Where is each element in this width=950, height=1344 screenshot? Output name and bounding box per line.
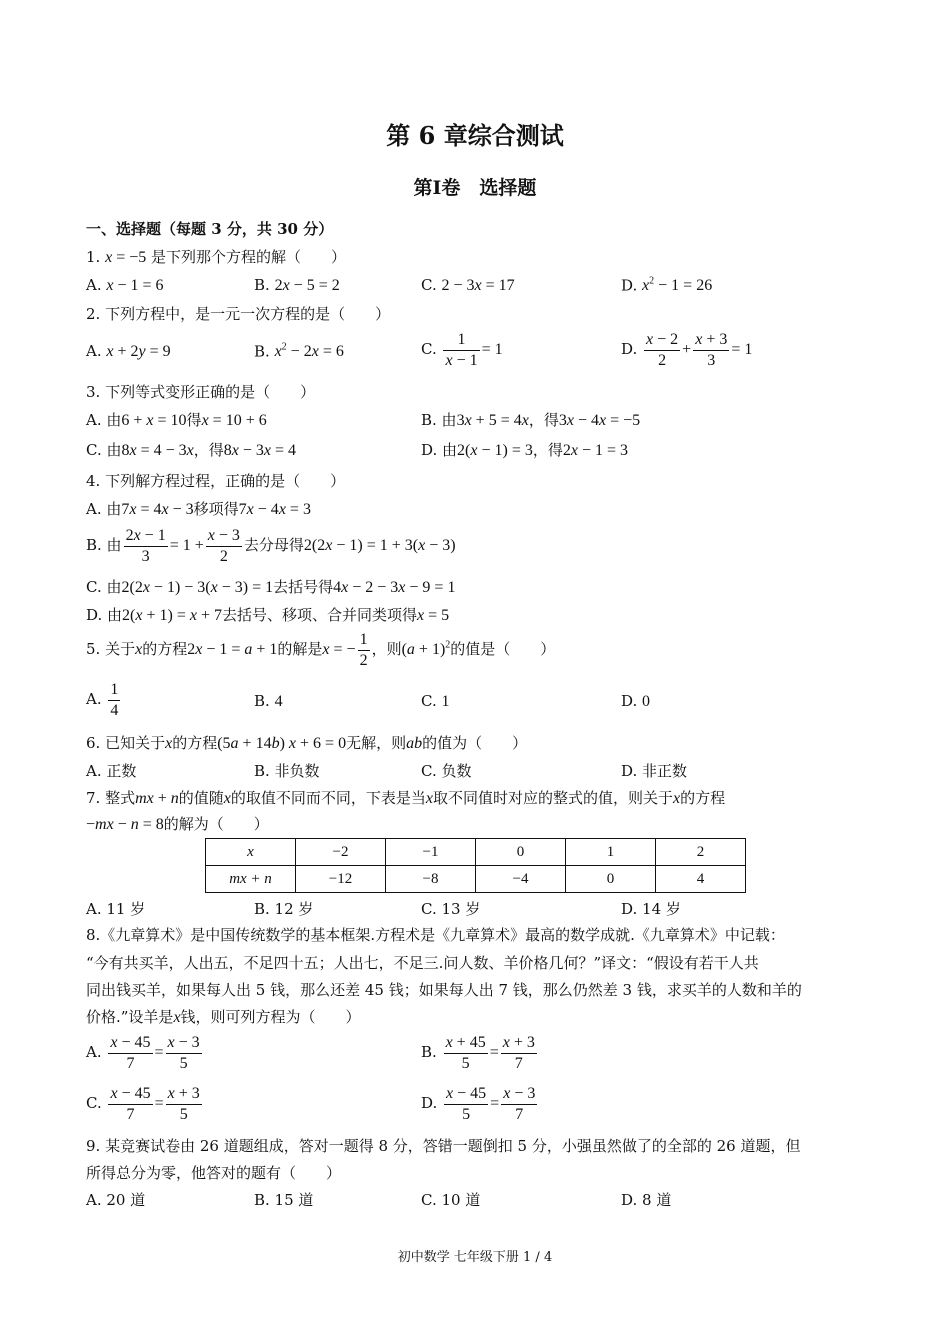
q4-option-d: D. 由2(x + 1) = x + 7去括号、移项、合并同类项得x = 5 <box>86 606 450 624</box>
page-subtitle: 第Ⅰ卷 选择题 <box>413 177 537 199</box>
table-cell: 2 <box>656 839 746 866</box>
q7-option-c: C. 13 岁 <box>421 900 481 918</box>
q4-option-b: B. 由 $\frac{2x - 1}{3}$ = 1 + $\frac{x - 3}{2}$ 去分母得2(2x − 1) = 1 + 3(x − 3) <box>86 527 456 565</box>
q1-option-b: B. 2x − 5 = 2 <box>254 276 340 294</box>
section-heading: 一、选择题（每题 3 分，共 30 分） <box>86 220 334 238</box>
q9-option-d: D. 8 道 <box>621 1191 672 1209</box>
q4-option-c: C. 由2(2x − 1) − 3(x − 3) = 1去括号得4x − 2 − 3x − 9 = 1 <box>86 578 456 596</box>
q9-option-b: B. 15 道 <box>254 1191 314 1209</box>
table-cell: 4 <box>656 866 746 893</box>
question-5-stem: 5. 关于x的方程2x − 1 = a + 1的解是x = − $\frac{1}{2}$ ，则$(a + 1)^2$的值是（ ） <box>86 631 556 669</box>
question-3-stem: 3. 下列等式变形正确的是（ ） <box>86 383 316 401</box>
question-7-stem: 7. 整式mx + n的值随x的取值不同而不同，下表是当x取不同值时对应的整式的值，则关于x的方程 <box>86 789 726 807</box>
q3-option-b: B. 由3x + 5 = 4x，得3x − 4x = −5 <box>421 411 641 429</box>
q7-option-d: D. 14 岁 <box>621 900 681 918</box>
q7-option-a: A. 11 岁 <box>86 900 146 918</box>
q2-option-d: D. $\frac{x - 2}{2}$ + $\frac{x + 3}{3}$ = 1 <box>621 331 753 369</box>
table-cell: 0 <box>566 866 656 893</box>
question-8-line-1: 8.《九章算术》是中国传统数学的基本框架.方程术是《九章算术》最高的数学成就.《九章算术》中记载： <box>86 926 785 944</box>
question-9-line-1: 9. 某竞赛试卷由 26 道题组成，答对一题得 8 分，答错一题倒扣 5 分，小强虽然做了的全部的 26 道题，但 <box>86 1137 801 1155</box>
table-cell: −1 <box>386 839 476 866</box>
page-footer: 初中数学 七年级下册 1 / 4 <box>397 1250 553 1265</box>
table-cell: 1 <box>566 839 656 866</box>
q5-option-c: C. 1 <box>421 692 450 710</box>
q2-option-b: B. $x^2 - 2x = 6$ <box>254 342 344 361</box>
table-cell: mx + n <box>206 866 296 893</box>
question-1-stem: 1. x = −5 是下列那个方程的解（ ） <box>86 248 347 266</box>
q9-option-a: A. 20 道 <box>86 1191 146 1209</box>
question-7-stem-cont: −mx − n = 8的解为（ ） <box>86 815 269 833</box>
table-cell: −8 <box>386 866 476 893</box>
q6-option-a: A. 正数 <box>86 762 137 780</box>
q3-option-d: D. 由2(x − 1) = 3，得2x − 1 = 3 <box>421 441 629 459</box>
question-6-stem: 6. 已知关于x的方程(5a + 14b) x + 6 = 0无解，则ab的值为（ ） <box>86 734 528 752</box>
table-cell: −2 <box>296 839 386 866</box>
q8-option-d: D. $\frac{x - 45}{5}$ = $\frac{x - 3}{7}$ <box>421 1085 536 1123</box>
q1-option-c: C. 2 − 3x = 17 <box>421 276 515 294</box>
table-cell: x <box>206 839 296 866</box>
q5-option-d: D. 0 <box>621 692 651 710</box>
q6-option-d: D. 非正数 <box>621 762 688 780</box>
question-8-line-4: 价格.”设羊是x钱，则可列方程为（ ） <box>86 1008 361 1026</box>
table-row <box>206 839 746 866</box>
question-8-line-2: “今有共买羊，人出五，不足四十五；人出七，不足三.问人数、羊价格几何？”译文：“假设有若干人共 <box>86 954 759 972</box>
q8-option-b: B. $\frac{x + 45}{5}$ = $\frac{x + 3}{7}$ <box>421 1034 535 1072</box>
table-cell: 0 <box>476 839 566 866</box>
q1-option-d: D. $x^2 - 1 = 26$ <box>621 276 713 295</box>
question-8-line-3: 同出钱买羊，如果每人出 5 钱，那么还差 45 钱；如果每人出 7 钱，那么仍然差 3 钱，求买羊的人数和羊的 <box>86 981 802 999</box>
table-row <box>206 866 746 893</box>
question-9-line-2: 所得总分为零，他答对的题有（ ） <box>86 1164 342 1182</box>
values-table <box>205 838 746 893</box>
question-2-stem: 2. 下列方程中，是一元一次方程的是（ ） <box>86 305 391 323</box>
q8-option-a: A. $\frac{x - 45}{7}$ = $\frac{x - 3}{5}$ <box>86 1034 200 1072</box>
q8-option-c: C. $\frac{x - 45}{7}$ = $\frac{x + 3}{5}$ <box>86 1085 200 1123</box>
q4-option-a: A. 由7x = 4x − 3移项得7x − 4x = 3 <box>86 500 311 518</box>
q3-option-a: A. 由6 + x = 10得x = 10 + 6 <box>86 411 267 429</box>
q2-option-c: C. $\frac{1}{x - 1}$ = 1 <box>421 331 503 369</box>
q6-option-c: C. 负数 <box>421 762 472 780</box>
q3-option-c: C. 由8x = 4 − 3x，得8x − 3x = 4 <box>86 441 297 459</box>
table-cell: −12 <box>296 866 386 893</box>
q5-option-a: A. $\frac{1}{4}$ <box>86 681 119 719</box>
page-title: 第 6 章综合测试 <box>386 121 564 150</box>
q6-option-b: B. 非负数 <box>254 762 320 780</box>
table-cell: −4 <box>476 866 566 893</box>
q2-option-a: A. x + 2y = 9 <box>86 342 171 360</box>
q7-option-b: B. 12 岁 <box>254 900 314 918</box>
q5-option-b: B. 4 <box>254 692 283 710</box>
question-4-stem: 4. 下列解方程过程，正确的是（ ） <box>86 472 346 490</box>
q1-option-a: A. x − 1 = 6 <box>86 276 164 294</box>
q9-option-c: C. 10 道 <box>421 1191 481 1209</box>
